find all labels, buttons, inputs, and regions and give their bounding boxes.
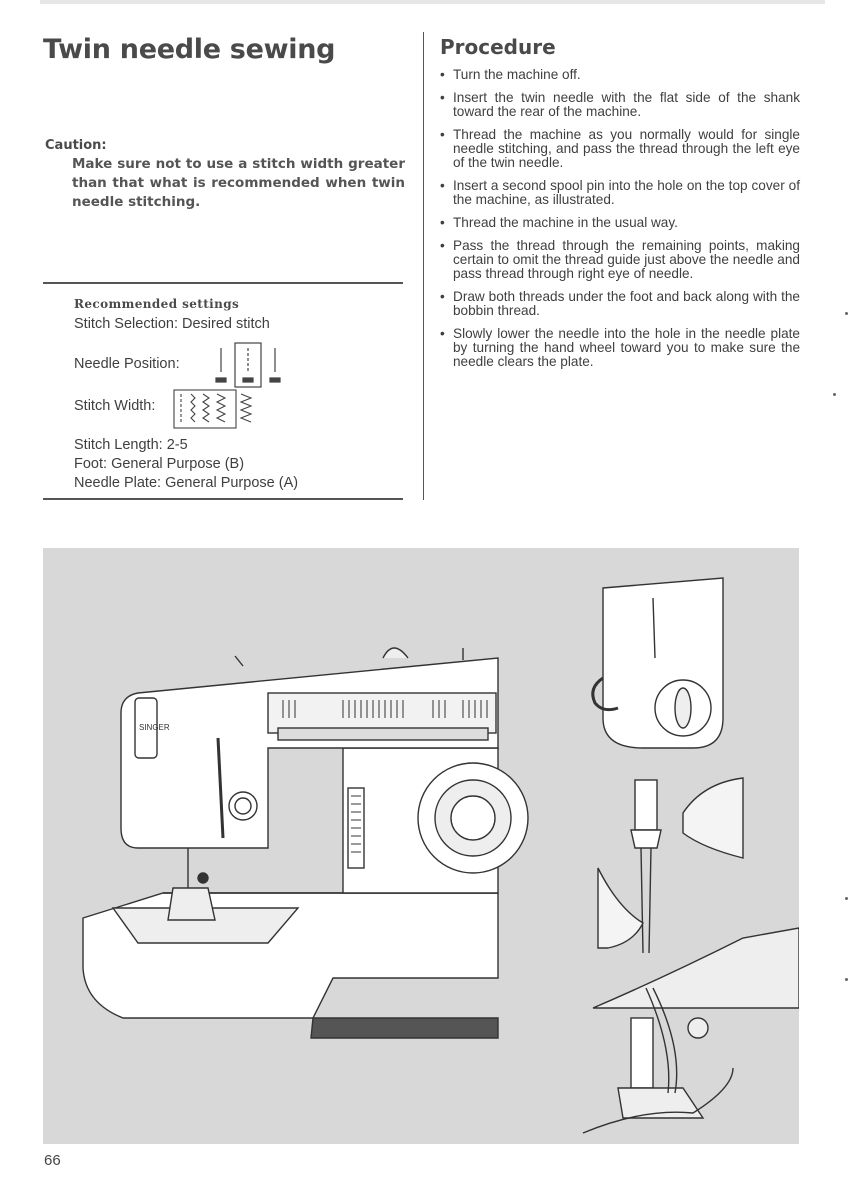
margin-mark: [833, 393, 836, 396]
procedure-step: • Insert the twin needle with the flat side of the shank toward the rear of the machine.: [440, 91, 800, 119]
stitch-selection: Stitch Selection: Desired stitch: [74, 316, 270, 332]
twin-needle-illustration: [43, 548, 799, 1144]
sewing-machine-drawing: [43, 548, 799, 1144]
brand-label: SINGER: [139, 723, 170, 732]
needle-position-icon: [213, 342, 293, 390]
stitch-width-icon: [173, 388, 263, 432]
settings-title: Recommended settings: [74, 297, 240, 311]
procedure-steps: [440, 68, 800, 378]
stitch-length: Stitch Length: 2-5: [74, 437, 188, 453]
page-title: Twin needle sewing: [43, 34, 336, 65]
twin-needle-detail: [598, 778, 743, 953]
margin-mark: [845, 897, 848, 900]
recommended-settings-box: [43, 282, 403, 500]
page-number: 66: [44, 1152, 61, 1169]
procedure-step: • Thread the machine in the usual way.: [440, 216, 800, 230]
needle-plate-setting: Needle Plate: General Purpose (A): [74, 475, 299, 491]
procedure-title: Procedure: [440, 35, 556, 59]
sewing-machine: [83, 648, 528, 1038]
procedure-step: • Pass the thread through the remaining points, making certain to omit the thread guide just above the needle and pass thread through right eye of needle.: [440, 239, 800, 281]
caution-label: Caution:: [45, 138, 107, 153]
procedure-step: • Insert a second spool pin into the hole on the top cover of the machine, as illustrated.: [440, 179, 800, 207]
needle-position-label: Needle Position:: [74, 356, 180, 372]
dial-detail: [593, 578, 723, 748]
procedure-step: • Slowly lower the needle into the hole in the needle plate by turning the hand wheel toward you to make sure the needle clears the plate.: [440, 327, 800, 369]
top-rule: [40, 0, 825, 4]
column-divider: [423, 32, 424, 500]
procedure-step: • Draw both threads under the foot and back along with the bobbin thread.: [440, 290, 800, 318]
caution-text: Make sure not to use a stitch width greater than that what is recommended when twin needle stitching.: [72, 156, 405, 210]
procedure-step: • Turn the machine off.: [440, 68, 800, 82]
foot-setting: Foot: General Purpose (B): [74, 456, 245, 472]
procedure-step: • Thread the machine as you normally would for single needle stitching, and pass the thread through the left eye of the twin needle.: [440, 128, 800, 170]
margin-mark: [845, 978, 848, 981]
presser-foot-detail: [583, 928, 799, 1133]
stitch-width-label: Stitch Width:: [74, 398, 156, 414]
margin-mark: [845, 312, 848, 315]
